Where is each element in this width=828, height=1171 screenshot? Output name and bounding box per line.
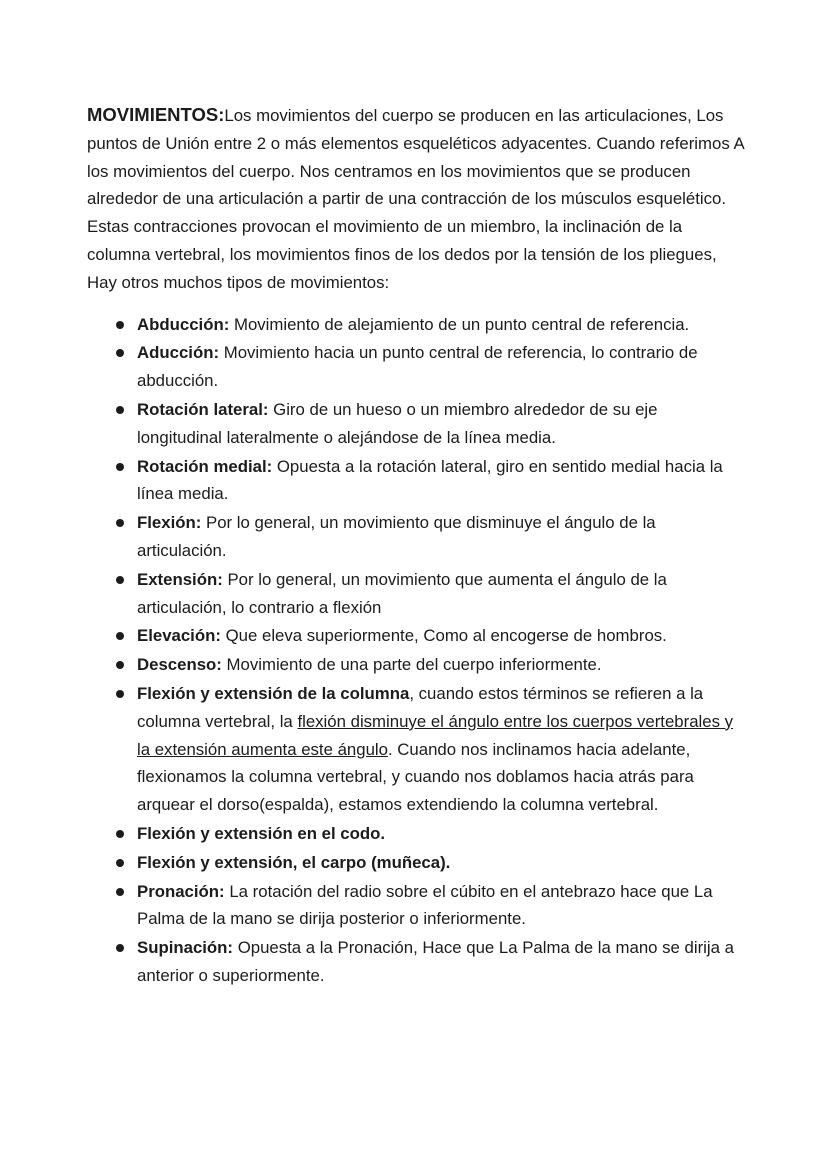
item-term: Flexión y extensión en el codo.: [137, 823, 386, 843]
bullet-icon: [116, 321, 124, 329]
bullet-icon: [116, 349, 124, 357]
bullet-icon: [116, 406, 124, 414]
bullet-icon: [116, 888, 124, 896]
item-desc: La rotación del radio sobre el cúbito en el antebrazo hace que La Palma de la mano se dirija posterior o inferiormente.: [137, 881, 713, 929]
list-item: [87, 453, 747, 509]
item-desc: , cuando estos términos se refieren a la columna vertebral, la: [137, 683, 704, 731]
list-item: [87, 339, 747, 395]
list-item: [87, 651, 747, 679]
item-term: Flexión y extensión, el carpo (muñeca).: [137, 852, 451, 872]
item-term: Flexión:: [137, 513, 202, 533]
item-term: Aducción:: [137, 343, 220, 363]
item-desc: Opuesta a la rotación lateral, giro en sentido medial hacia la línea media.: [137, 456, 723, 504]
bullet-icon: [116, 576, 124, 584]
item-term: Descenso:: [137, 655, 222, 675]
list-item: [87, 934, 747, 990]
bullet-icon: [116, 859, 124, 867]
underlined-text: flexión disminuye el ángulo entre los cuerpos vertebrales y la extensión aumenta este ángulo: [137, 711, 734, 759]
item-term: Abducción:: [137, 314, 230, 334]
item-desc: Giro de un hueso o un miembro alrededor de su eje longitudinal lateralmente o alejándose de la línea media.: [137, 399, 658, 447]
section-heading: MOVIMIENTOS:: [87, 104, 225, 125]
list-item: [87, 566, 747, 622]
bullet-icon: [116, 690, 124, 698]
item-desc: Opuesta a la Pronación, Hace que La Palma de la mano se dirija a anterior o superiormente.: [137, 938, 734, 985]
item-term: Extensión:: [137, 569, 223, 589]
list-item-elbow: [87, 820, 747, 848]
item-desc: Movimiento hacia un punto central de referencia, lo contrario de abducción.: [137, 343, 698, 391]
list-item: [87, 878, 747, 934]
bullet-icon: [116, 661, 124, 669]
list-item-wrist: [87, 849, 747, 877]
list-item-column: [87, 680, 747, 819]
item-desc: Por lo general, un movimiento que disminuye el ángulo de la articulación.: [137, 513, 656, 560]
item-term: Flexión y extensión de la columna: [137, 683, 410, 703]
intro-text: Los movimientos del cuerpo se producen en las articulaciones, Los puntos de Unión entre 2 o más elementos esqueléticos adyacentes. Cuando referimos A los movimientos del cuerpo. Nos centramos en los movimientos que se producen alrededor de una articulación a partir de una contracción de los músculos esquelético. Estas contracciones provocan el movimiento de un miembro, la inclinación de la columna vertebral, los movimientos finos de los dedos por la tensión de los pliegues, Hay otros muchos tipos de movimientos:: [87, 106, 744, 292]
list-item: [87, 509, 747, 565]
item-desc: Movimiento de una parte del cuerpo inferiormente.: [221, 655, 602, 675]
list-item: [87, 396, 747, 452]
item-desc: Movimiento de alejamiento de un punto central de referencia.: [229, 314, 690, 334]
document-page: [87, 101, 747, 991]
item-desc: Por lo general, un movimiento que aumenta el ángulo de la articulación, lo contrario a flexión: [137, 569, 667, 617]
item-term: Elevación:: [137, 626, 221, 646]
item-term: Rotación lateral:: [137, 399, 269, 419]
item-term: Pronación:: [137, 881, 225, 901]
bullet-icon: [116, 463, 124, 471]
list-item: [87, 622, 747, 650]
intro-paragraph: [87, 101, 747, 297]
bullet-icon: [116, 519, 124, 527]
item-desc: . Cuando nos inclinamos hacia adelante, flexionamos la columna vertebral, y cuando nos doblamos hacia atrás para arquear el dorso(espalda), estamos extendiendo la columna vertebral.: [137, 739, 694, 815]
bullet-icon: [116, 944, 124, 952]
item-desc: Que eleva superiormente, Como al encogerse de hombros.: [220, 626, 667, 646]
list-item: [87, 311, 747, 339]
movement-list: [87, 311, 747, 990]
bullet-icon: [116, 830, 124, 838]
bullet-icon: [116, 632, 124, 640]
item-term: Rotación medial:: [137, 456, 273, 476]
item-term: Supinación:: [137, 938, 234, 958]
